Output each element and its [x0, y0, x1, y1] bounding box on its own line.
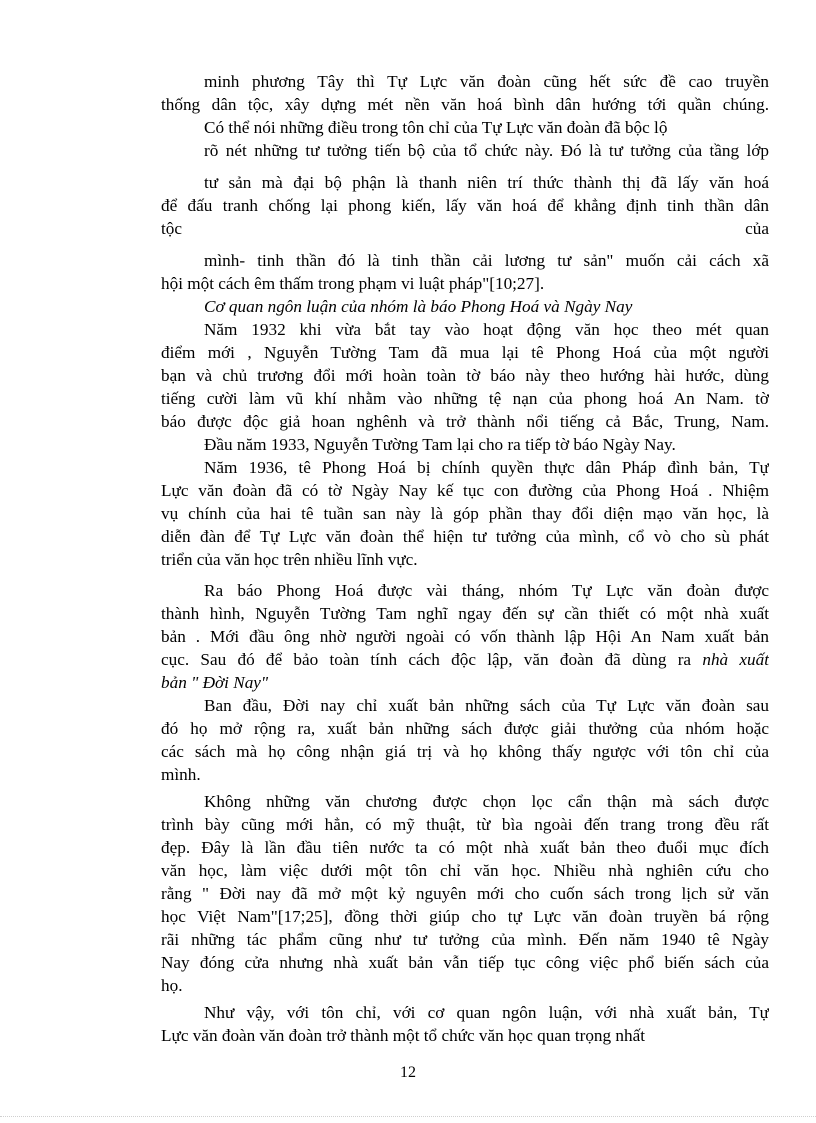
text-line-split — [161, 217, 769, 240]
text-fragment: của — [745, 219, 769, 238]
text-line: bản . Mới đầu ông nhờ người ngoài có vốn thành lập Hội An Nam xuất bản — [161, 627, 769, 646]
text-line: rõ nét những tư tưởng tiến bộ của tổ chức này. Đó là tư tưởng của tầng lớp — [204, 141, 769, 160]
text-line: Lực văn đoàn văn đoàn trở thành một tổ chức văn học quan trọng nhất — [161, 1026, 646, 1045]
text-line: Như vậy, với tôn chỉ, với cơ quan ngôn luận, với nhà xuất bản, Tự — [204, 1003, 769, 1022]
text-line: học Việt Nam"[17;25], đồng thời giúp cho tự Lực văn đoàn truyền bá rộng — [161, 907, 769, 926]
text-line: Có thể nói những điều trong tôn chỉ của Tự Lực văn đoàn đã bộc lộ — [204, 118, 668, 137]
text-line: Năm 1936, tê Phong Hoá bị chính quyền thực dân Pháp đình bản, Tự — [204, 458, 769, 477]
text-line: diễn đàn để Tự Lực văn đoàn thể hiện tư tưởng của mình, cổ vò cho sù phát — [161, 527, 769, 546]
text-line: triển của văn học trên nhiều lĩnh vực. — [161, 550, 418, 569]
text-line: Năm 1932 khi vừa bắt tay vào hoạt động văn học theo mét quan — [204, 320, 769, 339]
text-line: Đầu năm 1933, Nguyễn Tường Tam lại cho ra tiếp tờ báo Ngày Nay. — [204, 435, 676, 454]
text-fragment-italic: nhà xuất — [702, 650, 769, 669]
text-fragment: tộc — [161, 219, 182, 238]
text-line: tư sản mà đại bộ phận là thanh niên trí thức thành thị đã lấy văn hoá — [204, 173, 769, 192]
text-line: bạn và chủ trương đổi mới hoàn toàn tờ báo này theo hướng hài hước, dùng — [161, 366, 769, 385]
text-line: trình bày cũng mới hẳn, có mỹ thuật, từ bìa ngoài đến trang trong đều rất — [161, 815, 769, 834]
text-line: văn học, làm việc dưới một tôn chỉ văn học. Nhiều nhà nghiên cứu cho — [161, 861, 769, 880]
text-line-mixed — [161, 648, 769, 671]
text-line: Nay đóng cửa nhưng nhà xuất bản vẫn tiếp tục công việc phổ biến sách của — [161, 953, 769, 972]
text-line: Không những văn chương được chọn lọc cẩn thận mà sách được — [204, 792, 769, 811]
page-number: 12 — [400, 1064, 416, 1081]
text-line: để đấu tranh chống lại phong kiến, lấy văn hoá để khẳng định tinh thần dân — [161, 196, 769, 215]
text-line: Ban đầu, Đời nay chỉ xuất bản những sách của Tự Lực văn đoàn sau — [204, 696, 769, 715]
text-line: thống dân tộc, xây dựng mét nền văn hoá bình dân hướng tới quần chúng. — [161, 95, 769, 114]
text-line: báo được độc giả hoan nghênh và trở thành nổi tiếng cả Bắc, Trung, Nam. — [161, 412, 769, 431]
text-line: đó họ mở rộng ra, xuất bản những sách được giải thưởng của nhóm hoặc — [161, 719, 769, 738]
text-line: hội một cách êm thấm trong phạm vi luật pháp"[10;27]. — [161, 274, 545, 293]
text-line: bản " Đời Nay" — [161, 673, 269, 692]
text-line: mình. — [161, 765, 201, 784]
text-line: Lực văn đoàn đã có tờ Ngày Nay kế tục con đường của Phong Hoá . Nhiệm — [161, 481, 769, 500]
text-line: thành hình, Nguyễn Tường Tam nghĩ ngay đến sự cần thiết có một nhà xuất — [161, 604, 769, 623]
text-line: đẹp. Đây là lần đầu tiên nước ta có một nhà xuất bản theo đuổi mục đích — [161, 838, 769, 857]
body-text — [161, 70, 769, 1047]
section-heading: Cơ quan ngôn luận của nhóm là báo Phong Hoá và Ngày Nay — [204, 297, 633, 316]
page-bottom-divider — [0, 1116, 816, 1117]
text-line: mình- tinh thần đó là tinh thần cải lương tư sản" muốn cải cách xã — [204, 251, 769, 270]
text-line: điểm mới , Nguyễn Tường Tam đã mua lại tê Phong Hoá của một người — [161, 343, 769, 362]
text-line: vụ chính của hai tê tuần san này là góp phần thay đổi diện mạo văn học, là — [161, 504, 769, 523]
text-line: họ. — [161, 976, 183, 995]
text-line: rằng " Đời nay đã mở một kỷ nguyên mới cho cuốn sách trong lịch sử văn — [161, 884, 769, 903]
text-line: tiếng cười làm vũ khí nhằm vào những tệ nạn của phong hoá An Nam. tờ — [161, 389, 769, 408]
text-fragment: cục. Sau đó để bảo toàn tính cách độc lập, văn đoàn đã dùng ra — [161, 650, 692, 669]
text-line: rãi những tác phẩm cũng như tư tưởng của mình. Đến năm 1940 tê Ngày — [161, 930, 769, 949]
text-line: minh phương Tây thì Tự Lực văn đoàn cũng hết sức đề cao truyền — [204, 72, 769, 91]
text-line: các sách mà họ công nhận giá trị và họ không thấy ngược với tôn chỉ của — [161, 742, 769, 761]
text-line: Ra báo Phong Hoá được vài tháng, nhóm Tự Lực văn đoàn được — [204, 581, 769, 600]
